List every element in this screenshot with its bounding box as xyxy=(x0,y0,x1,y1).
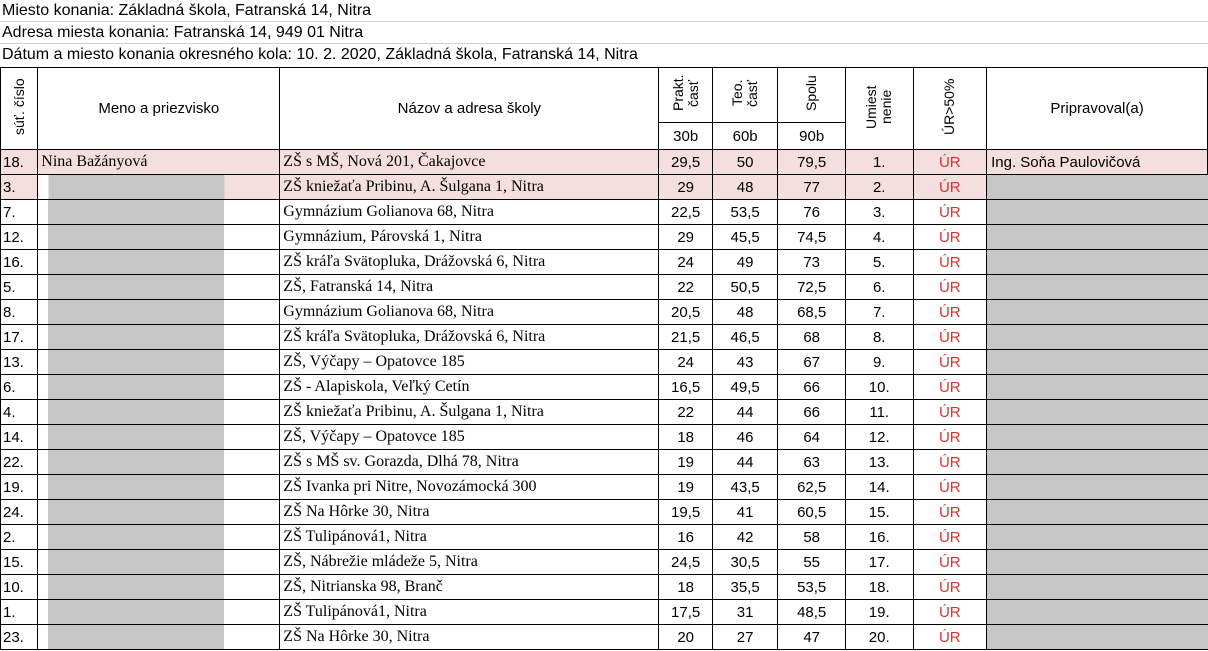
ur-cell: ÚR xyxy=(913,350,987,375)
header-umiestnenie: Umiest nenie xyxy=(845,68,913,150)
place-cell: 5. xyxy=(845,250,913,275)
prakt-cell: 17,5 xyxy=(659,600,712,625)
spolu-cell: 73 xyxy=(778,250,846,275)
teo-cell: 50 xyxy=(712,150,778,175)
place-cell: 4. xyxy=(845,225,913,250)
spolu-cell: 74,5 xyxy=(778,225,846,250)
num-cell: 23. xyxy=(1,625,38,650)
place-cell: 20. xyxy=(845,625,913,650)
num-cell: 12. xyxy=(1,225,38,250)
prakt-cell: 24 xyxy=(659,250,712,275)
teo-cell: 44 xyxy=(712,400,778,425)
num-cell: 4. xyxy=(1,400,38,425)
teacher-cell-redacted xyxy=(987,500,1208,525)
teacher-cell-redacted xyxy=(987,300,1208,325)
teacher-cell-redacted xyxy=(987,425,1208,450)
place-cell: 9. xyxy=(845,350,913,375)
name-cell-redacted xyxy=(38,625,280,650)
teo-cell: 48 xyxy=(712,300,778,325)
school-cell: ZŠ kráľa Svätopluka, Drážovská 6, Nitra xyxy=(280,325,659,350)
school-cell: ZŠ kráľa Svätopluka, Drážovská 6, Nitra xyxy=(280,250,659,275)
ur-cell: ÚR xyxy=(913,325,987,350)
num-cell: 8. xyxy=(1,300,38,325)
teacher-cell-redacted xyxy=(987,225,1208,250)
place-cell: 1. xyxy=(845,150,913,175)
num-cell: 16. xyxy=(1,250,38,275)
school-cell: ZŠ s MŠ sv. Gorazda, Dlhá 78, Nitra xyxy=(280,450,659,475)
name-cell-redacted xyxy=(38,300,280,325)
place-cell: 3. xyxy=(845,200,913,225)
school-cell: ZŠ kniežaťa Pribinu, A. Šulgana 1, Nitra xyxy=(280,175,659,200)
table-row xyxy=(1,475,1208,500)
school-cell: ZŠ, Výčapy – Opatovce 185 xyxy=(280,350,659,375)
spolu-cell: 77 xyxy=(778,175,846,200)
table-row xyxy=(1,550,1208,575)
name-cell-redacted xyxy=(38,500,280,525)
prakt-cell: 19 xyxy=(659,450,712,475)
ur-cell: ÚR xyxy=(913,525,987,550)
table-row xyxy=(1,500,1208,525)
ur-cell: ÚR xyxy=(913,275,987,300)
table-row xyxy=(1,225,1208,250)
teacher-cell-redacted xyxy=(987,525,1208,550)
teacher-cell-redacted xyxy=(987,475,1208,500)
name-cell-redacted xyxy=(38,525,280,550)
prakt-cell: 29 xyxy=(659,225,712,250)
prakt-cell: 22 xyxy=(659,275,712,300)
teacher-cell-redacted xyxy=(987,400,1208,425)
school-cell: Gymnázium Golianova 68, Nitra xyxy=(280,200,659,225)
place-cell: 11. xyxy=(845,400,913,425)
num-cell: 3. xyxy=(1,175,38,200)
num-cell: 24. xyxy=(1,500,38,525)
teacher-cell-redacted xyxy=(987,550,1208,575)
place-cell: 2. xyxy=(845,175,913,200)
header-spolu: Spolu xyxy=(778,68,846,123)
teo-cell: 27 xyxy=(712,625,778,650)
name-cell-redacted xyxy=(38,475,280,500)
place-cell: 17. xyxy=(845,550,913,575)
spolu-cell: 66 xyxy=(778,375,846,400)
teacher-cell-redacted xyxy=(987,350,1208,375)
prakt-cell: 29,5 xyxy=(659,150,712,175)
table-row xyxy=(1,575,1208,600)
teo-cell: 44 xyxy=(712,450,778,475)
teo-cell: 30,5 xyxy=(712,550,778,575)
table-row xyxy=(1,300,1208,325)
spolu-cell: 72,5 xyxy=(778,275,846,300)
prakt-cell: 29 xyxy=(659,175,712,200)
prakt-cell: 20,5 xyxy=(659,300,712,325)
school-cell: ZŠ - Alapiskola, Veľký Cetín xyxy=(280,375,659,400)
teo-cell: 43 xyxy=(712,350,778,375)
info-line-1: Miesto konania: Základná škola, Fatranská 14, Nitra xyxy=(0,0,1208,22)
header-ur: ÚR>50% xyxy=(913,68,987,150)
table-row xyxy=(1,325,1208,350)
name-cell-redacted xyxy=(38,200,280,225)
name-cell-redacted xyxy=(38,225,280,250)
spolu-cell: 48,5 xyxy=(778,600,846,625)
spolu-cell: 58 xyxy=(778,525,846,550)
teo-cell: 50,5 xyxy=(712,275,778,300)
prakt-cell: 20 xyxy=(659,625,712,650)
teo-cell: 49,5 xyxy=(712,375,778,400)
spolu-cell: 68,5 xyxy=(778,300,846,325)
num-cell: 14. xyxy=(1,425,38,450)
table-row xyxy=(1,175,1208,200)
name-cell-redacted xyxy=(38,550,280,575)
teacher-cell-redacted xyxy=(987,250,1208,275)
teo-cell: 48 xyxy=(712,175,778,200)
spolu-cell: 66 xyxy=(778,400,846,425)
header-teo-max: 60b xyxy=(712,123,778,150)
spolu-cell: 62,5 xyxy=(778,475,846,500)
prakt-cell: 16 xyxy=(659,525,712,550)
school-cell: ZŠ Na Hôrke 30, Nitra xyxy=(280,500,659,525)
school-cell: ZŠ, Nitrianska 98, Branč xyxy=(280,575,659,600)
prakt-cell: 24 xyxy=(659,350,712,375)
ur-cell: ÚR xyxy=(913,300,987,325)
teacher-cell-redacted xyxy=(987,175,1208,200)
name-cell-redacted xyxy=(38,250,280,275)
spolu-cell: 47 xyxy=(778,625,846,650)
info-line-3: Dátum a miesto konania okresného kola: 10. 2. 2020, Základná škola, Fatranská 14, Nitra xyxy=(2,46,638,63)
prakt-cell: 22 xyxy=(659,400,712,425)
teo-cell: 35,5 xyxy=(712,575,778,600)
teo-cell: 46,5 xyxy=(712,325,778,350)
num-cell: 1. xyxy=(1,600,38,625)
school-cell: ZŠ kniežaťa Pribinu, A. Šulgana 1, Nitra xyxy=(280,400,659,425)
place-cell: 15. xyxy=(845,500,913,525)
num-cell: 18. xyxy=(1,150,38,175)
spolu-cell: 53,5 xyxy=(778,575,846,600)
prakt-cell: 16,5 xyxy=(659,375,712,400)
name-cell-redacted xyxy=(38,275,280,300)
place-cell: 14. xyxy=(845,475,913,500)
table-row xyxy=(1,375,1208,400)
spolu-cell: 60,5 xyxy=(778,500,846,525)
place-cell: 8. xyxy=(845,325,913,350)
table-row xyxy=(1,275,1208,300)
prakt-cell: 24,5 xyxy=(659,550,712,575)
school-cell: Gymnázium, Párovská 1, Nitra xyxy=(280,225,659,250)
name-cell-redacted xyxy=(38,600,280,625)
teacher-cell-redacted xyxy=(987,375,1208,400)
ur-cell: ÚR xyxy=(913,375,987,400)
ur-cell: ÚR xyxy=(913,250,987,275)
school-cell: ZŠ Tulipánová1, Nitra xyxy=(280,600,659,625)
prakt-cell: 18 xyxy=(659,575,712,600)
header-pripravoval: Pripravoval(a) xyxy=(987,68,1208,150)
spolu-cell: 67 xyxy=(778,350,846,375)
name-cell-redacted xyxy=(38,325,280,350)
school-cell: ZŠ, Fatranská 14, Nitra xyxy=(280,275,659,300)
school-cell: ZŠ Ivanka pri Nitre, Novozámocká 300 xyxy=(280,475,659,500)
name-cell-redacted xyxy=(38,175,280,200)
place-cell: 6. xyxy=(845,275,913,300)
header-skola: Názov a adresa školy xyxy=(280,68,659,150)
header-prakt-max: 30b xyxy=(659,123,712,150)
ur-cell: ÚR xyxy=(913,450,987,475)
spolu-cell: 55 xyxy=(778,550,846,575)
place-cell: 13. xyxy=(845,450,913,475)
school-cell: ZŠ, Výčapy – Opatovce 185 xyxy=(280,425,659,450)
school-cell: ZŠ Na Hôrke 30, Nitra xyxy=(280,625,659,650)
teacher-cell: Ing. Soňa Paulovičová xyxy=(987,150,1208,175)
prakt-cell: 22,5 xyxy=(659,200,712,225)
table-row xyxy=(1,200,1208,225)
table-row xyxy=(1,400,1208,425)
school-cell: ZŠ s MŠ, Nová 201, Čakajovce xyxy=(280,150,659,175)
ur-cell: ÚR xyxy=(913,475,987,500)
ur-cell: ÚR xyxy=(913,225,987,250)
name-cell-redacted xyxy=(38,575,280,600)
header-meno: Meno a priezvisko xyxy=(38,68,280,150)
results-table xyxy=(0,67,1208,650)
teo-cell: 41 xyxy=(712,500,778,525)
school-cell: ZŠ Tulipánová1, Nitra xyxy=(280,525,659,550)
place-cell: 7. xyxy=(845,300,913,325)
ur-cell: ÚR xyxy=(913,575,987,600)
num-cell: 17. xyxy=(1,325,38,350)
name-cell-redacted xyxy=(38,400,280,425)
ur-cell: ÚR xyxy=(913,600,987,625)
place-cell: 10. xyxy=(845,375,913,400)
teo-cell: 49 xyxy=(712,250,778,275)
table-row xyxy=(1,600,1208,625)
spolu-cell: 63 xyxy=(778,450,846,475)
spolu-cell: 76 xyxy=(778,200,846,225)
table-row xyxy=(1,250,1208,275)
header-spolu-max: 90b xyxy=(778,123,846,150)
table-row xyxy=(1,425,1208,450)
ur-cell: ÚR xyxy=(913,400,987,425)
num-cell: 2. xyxy=(1,525,38,550)
teo-cell: 45,5 xyxy=(712,225,778,250)
table-row xyxy=(1,150,1208,175)
teo-cell: 46 xyxy=(712,425,778,450)
num-cell: 5. xyxy=(1,275,38,300)
ur-cell: ÚR xyxy=(913,625,987,650)
name-cell-redacted xyxy=(38,425,280,450)
ur-cell: ÚR xyxy=(913,425,987,450)
table-row xyxy=(1,625,1208,650)
teo-cell: 43,5 xyxy=(712,475,778,500)
name-cell-redacted xyxy=(38,375,280,400)
table-row xyxy=(1,450,1208,475)
num-cell: 19. xyxy=(1,475,38,500)
school-cell: Gymnázium Golianova 68, Nitra xyxy=(280,300,659,325)
place-cell: 12. xyxy=(845,425,913,450)
teacher-cell-redacted xyxy=(987,600,1208,625)
teacher-cell-redacted xyxy=(987,200,1208,225)
prakt-cell: 19,5 xyxy=(659,500,712,525)
ur-cell: ÚR xyxy=(913,150,987,175)
num-cell: 15. xyxy=(1,550,38,575)
name-cell-redacted xyxy=(38,450,280,475)
teacher-cell-redacted xyxy=(987,325,1208,350)
num-cell: 10. xyxy=(1,575,38,600)
teacher-cell-redacted xyxy=(987,625,1208,650)
table-row xyxy=(1,525,1208,550)
prakt-cell: 19 xyxy=(659,475,712,500)
ur-cell: ÚR xyxy=(913,500,987,525)
ur-cell: ÚR xyxy=(913,550,987,575)
teacher-cell-redacted xyxy=(987,275,1208,300)
header-teo: Teo. časť xyxy=(712,68,778,123)
num-cell: 13. xyxy=(1,350,38,375)
spolu-cell: 64 xyxy=(778,425,846,450)
name-cell-redacted xyxy=(38,350,280,375)
prakt-cell: 18 xyxy=(659,425,712,450)
spolu-cell: 68 xyxy=(778,325,846,350)
num-cell: 7. xyxy=(1,200,38,225)
info-line-2: Adresa miesta konania: Fatranská 14, 949 01 Nitra xyxy=(0,22,1208,44)
ur-cell: ÚR xyxy=(913,175,987,200)
spolu-cell: 79,5 xyxy=(778,150,846,175)
teacher-cell-redacted xyxy=(987,575,1208,600)
num-cell: 22. xyxy=(1,450,38,475)
teo-cell: 53,5 xyxy=(712,200,778,225)
school-cell: ZŠ, Nábrežie mládeže 5, Nitra xyxy=(280,550,659,575)
ur-cell: ÚR xyxy=(913,200,987,225)
place-cell: 16. xyxy=(845,525,913,550)
prakt-cell: 21,5 xyxy=(659,325,712,350)
header-prakt: Prakt. časť xyxy=(659,68,712,123)
place-cell: 19. xyxy=(845,600,913,625)
teacher-cell-redacted xyxy=(987,450,1208,475)
name-cell: Nina Bažányová xyxy=(38,150,280,175)
num-cell: 6. xyxy=(1,375,38,400)
teo-cell: 42 xyxy=(712,525,778,550)
place-cell: 18. xyxy=(845,575,913,600)
teo-cell: 31 xyxy=(712,600,778,625)
table-row xyxy=(1,350,1208,375)
header-sut-cislo: súť. číslo xyxy=(1,68,38,150)
